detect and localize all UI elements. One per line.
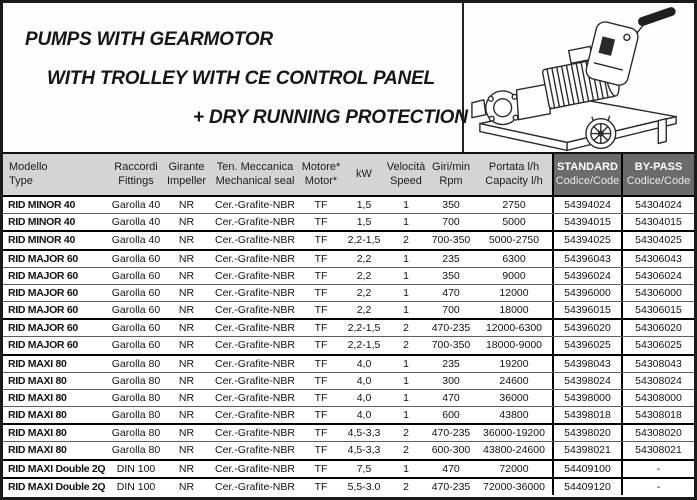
cell-impeller: NR bbox=[178, 374, 195, 387]
cell-motor: TF bbox=[314, 480, 328, 493]
header-rpm: Giri/min Rpm bbox=[432, 161, 470, 187]
cell-impeller: NR bbox=[178, 391, 195, 404]
cell-standard-code: 54398000 bbox=[552, 390, 621, 406]
cell-bypass-code: 54308021 bbox=[621, 442, 694, 458]
cell-rpm: 235 bbox=[442, 252, 460, 265]
cell-seal: Cer.-Grafite-NBR bbox=[215, 234, 295, 247]
cell-motor: TF bbox=[314, 322, 328, 335]
cell-kw: 1,5 bbox=[356, 199, 372, 212]
cell-kw: 4,5-3,3 bbox=[347, 444, 381, 457]
table-row bbox=[3, 284, 694, 301]
title-block bbox=[3, 3, 468, 152]
cell-impeller: NR bbox=[178, 339, 195, 352]
cell-kw: 2,2 bbox=[356, 252, 372, 265]
cell-speed: 1 bbox=[403, 409, 409, 422]
cell-model: RID MAJOR 60 bbox=[8, 252, 78, 265]
cell-rpm: 470-235 bbox=[431, 480, 471, 493]
table-body bbox=[3, 195, 694, 495]
cell-fittings: Garolla 40 bbox=[111, 199, 161, 212]
cell-kw: 4,0 bbox=[356, 391, 372, 404]
cell-motor: TF bbox=[314, 216, 328, 229]
cell-seal: Cer.-Grafite-NBR bbox=[215, 480, 295, 493]
cell-seal: Cer.-Grafite-NBR bbox=[215, 252, 295, 265]
cell-capacity: 18000-9000 bbox=[485, 339, 543, 352]
cell-capacity: 36000 bbox=[499, 391, 529, 404]
cell-fittings: Garolla 80 bbox=[111, 444, 161, 457]
cell-kw: 2,2-1,5 bbox=[347, 322, 381, 335]
cell-standard-code: 54398024 bbox=[552, 373, 621, 389]
cell-fittings: Garolla 60 bbox=[111, 339, 161, 352]
cell-model: RID MAJOR 60 bbox=[8, 304, 78, 317]
cell-bypass-code: 54304025 bbox=[621, 232, 694, 248]
cell-capacity: 6300 bbox=[502, 252, 526, 265]
cell-motor: TF bbox=[314, 339, 328, 352]
cell-fittings: Garolla 40 bbox=[111, 234, 161, 247]
cell-motor: TF bbox=[314, 269, 328, 282]
cell-kw: 1,5 bbox=[356, 216, 372, 229]
cell-capacity: 5000 bbox=[502, 216, 526, 229]
cell-kw: 2,2-1,5 bbox=[347, 234, 381, 247]
cell-kw: 4,0 bbox=[356, 357, 372, 370]
header-impeller: Girante Impeller bbox=[166, 161, 207, 187]
header-speed: Velocità Speed bbox=[386, 161, 426, 187]
cell-standard-code: 54409120 bbox=[552, 479, 621, 495]
cell-impeller: NR bbox=[178, 252, 195, 265]
cell-motor: TF bbox=[314, 391, 328, 404]
cell-impeller: NR bbox=[178, 427, 195, 440]
cell-fittings: Garolla 80 bbox=[111, 357, 161, 370]
header-kw: kW bbox=[356, 167, 372, 180]
cell-motor: TF bbox=[314, 374, 328, 387]
cell-speed: 2 bbox=[403, 234, 409, 247]
cell-seal: Cer.-Grafite-NBR bbox=[215, 304, 295, 317]
table-header-row bbox=[3, 154, 694, 195]
table-row bbox=[3, 354, 694, 372]
spec-table bbox=[3, 152, 694, 493]
cell-speed: 2 bbox=[403, 339, 409, 352]
cell-speed: 1 bbox=[403, 357, 409, 370]
cell-capacity: 18000 bbox=[499, 304, 529, 317]
cell-model: RID MAJOR 60 bbox=[8, 339, 78, 352]
cell-standard-code: 54396000 bbox=[552, 285, 621, 301]
cell-speed: 2 bbox=[403, 444, 409, 457]
cell-seal: Cer.-Grafite-NBR bbox=[215, 462, 295, 475]
cell-model: RID MAXI 80 bbox=[8, 391, 67, 404]
cell-model: RID MINOR 40 bbox=[8, 234, 75, 247]
product-image-panel bbox=[462, 3, 694, 152]
cell-capacity: 72000-36000 bbox=[483, 480, 545, 493]
cell-kw: 2,2 bbox=[356, 269, 372, 282]
cell-fittings: Garolla 60 bbox=[111, 304, 161, 317]
table-row bbox=[3, 423, 694, 441]
cell-fittings: Garolla 80 bbox=[111, 409, 161, 422]
table-row bbox=[3, 318, 694, 336]
cell-fittings: Garolla 60 bbox=[111, 252, 161, 265]
cell-fittings: Garolla 80 bbox=[111, 374, 161, 387]
cell-bypass-code: 54306020 bbox=[621, 320, 694, 336]
cell-model: RID MAXI 80 bbox=[8, 357, 67, 370]
cell-bypass-code: 54308000 bbox=[621, 390, 694, 406]
cell-speed: 1 bbox=[403, 462, 409, 475]
cell-seal: Cer.-Grafite-NBR bbox=[215, 286, 295, 299]
header-capacity: Portata l/h Capacity l/h bbox=[485, 161, 543, 187]
cell-model: RID MINOR 40 bbox=[8, 216, 75, 229]
cell-bypass-code: 54308020 bbox=[621, 425, 694, 441]
cell-standard-code: 54409100 bbox=[552, 461, 621, 477]
cell-capacity: 5000-2750 bbox=[488, 234, 540, 247]
cell-model: RID MAJOR 60 bbox=[8, 286, 78, 299]
cell-seal: Cer.-Grafite-NBR bbox=[215, 444, 295, 457]
cell-bypass-code: 54308024 bbox=[621, 373, 694, 389]
header-bypass-code: BY-PASS Codice/Code bbox=[621, 154, 694, 195]
cell-bypass-code: 54306025 bbox=[621, 337, 694, 353]
table-row bbox=[3, 477, 694, 495]
cell-bypass-code: - bbox=[621, 461, 694, 477]
pump-trolley-illustration bbox=[464, 5, 694, 152]
cell-impeller: NR bbox=[178, 269, 195, 282]
cell-fittings: Garolla 80 bbox=[111, 391, 161, 404]
cell-standard-code: 54396043 bbox=[552, 251, 621, 267]
cell-capacity: 2750 bbox=[502, 199, 526, 212]
cell-seal: Cer.-Grafite-NBR bbox=[215, 216, 295, 229]
cell-bypass-code: 54308018 bbox=[621, 407, 694, 423]
cell-kw: 5,5-3.0 bbox=[347, 480, 381, 493]
cell-kw: 2,2-1,5 bbox=[347, 339, 381, 352]
table-row bbox=[3, 195, 694, 213]
cell-model: RID MAXI 80 bbox=[8, 427, 67, 440]
cell-bypass-code: - bbox=[621, 479, 694, 495]
cell-standard-code: 54398021 bbox=[552, 442, 621, 458]
cell-rpm: 700 bbox=[442, 216, 460, 229]
cell-impeller: NR bbox=[178, 322, 195, 335]
cell-standard-code: 54398018 bbox=[552, 407, 621, 423]
cell-standard-code: 54398043 bbox=[552, 356, 621, 372]
cell-model: RID MAXI Double 2Q bbox=[8, 462, 106, 475]
cell-speed: 2 bbox=[403, 427, 409, 440]
cell-bypass-code: 54304015 bbox=[621, 214, 694, 230]
cell-seal: Cer.-Grafite-NBR bbox=[215, 199, 295, 212]
cell-fittings: Garolla 60 bbox=[111, 286, 161, 299]
header-mechanical-seal: Ten. Meccanica Mechanical seal bbox=[215, 161, 295, 187]
cell-impeller: NR bbox=[178, 216, 195, 229]
cell-kw: 4,5-3,3 bbox=[347, 427, 381, 440]
cell-speed: 2 bbox=[403, 480, 409, 493]
page-header bbox=[3, 3, 694, 152]
table-row bbox=[3, 459, 694, 477]
cell-standard-code: 54396024 bbox=[552, 268, 621, 284]
cell-rpm: 470 bbox=[442, 286, 460, 299]
cell-speed: 1 bbox=[403, 391, 409, 404]
cell-model: RID MAJOR 60 bbox=[8, 269, 78, 282]
cell-rpm: 470-235 bbox=[431, 427, 471, 440]
cell-kw: 2,2 bbox=[356, 286, 372, 299]
cell-motor: TF bbox=[314, 252, 328, 265]
cell-standard-code: 54394025 bbox=[552, 232, 621, 248]
cell-impeller: NR bbox=[178, 286, 195, 299]
cell-rpm: 470-235 bbox=[431, 322, 471, 335]
cell-speed: 2 bbox=[403, 322, 409, 335]
cell-rpm: 235 bbox=[442, 357, 460, 370]
cell-capacity: 9000 bbox=[502, 269, 526, 282]
cell-speed: 1 bbox=[403, 374, 409, 387]
table-row bbox=[3, 372, 694, 389]
cell-motor: TF bbox=[314, 409, 328, 422]
page-title-line-1: PUMPS WITH GEARMOTOR bbox=[25, 29, 273, 50]
cell-speed: 1 bbox=[403, 199, 409, 212]
cell-standard-code: 54398020 bbox=[552, 425, 621, 441]
cell-standard-code: 54394024 bbox=[552, 197, 621, 213]
cell-bypass-code: 54308043 bbox=[621, 356, 694, 372]
cell-bypass-code: 54306024 bbox=[621, 268, 694, 284]
cell-standard-code: 54396025 bbox=[552, 337, 621, 353]
page-title-line-3: + DRY RUNNING PROTECTION bbox=[193, 107, 468, 128]
cell-speed: 1 bbox=[403, 286, 409, 299]
cell-rpm: 600 bbox=[442, 409, 460, 422]
cell-speed: 1 bbox=[403, 304, 409, 317]
cell-capacity: 12000-6300 bbox=[485, 322, 543, 335]
cell-seal: Cer.-Grafite-NBR bbox=[215, 374, 295, 387]
cell-capacity: 12000 bbox=[499, 286, 529, 299]
table-row bbox=[3, 336, 694, 353]
table-row bbox=[3, 267, 694, 284]
page-title-line-2: WITH TROLLEY WITH CE CONTROL PANEL bbox=[47, 68, 435, 89]
cell-bypass-code: 54306000 bbox=[621, 285, 694, 301]
cell-impeller: NR bbox=[178, 462, 195, 475]
cell-impeller: NR bbox=[178, 234, 195, 247]
table-row bbox=[3, 406, 694, 423]
cell-model: RID MINOR 40 bbox=[8, 199, 75, 212]
cell-motor: TF bbox=[314, 427, 328, 440]
cell-bypass-code: 54306015 bbox=[621, 302, 694, 318]
header-standard-code: STANDARD Codice/Code bbox=[552, 154, 621, 195]
cell-fittings: Garolla 60 bbox=[111, 322, 161, 335]
cell-rpm: 350 bbox=[442, 269, 460, 282]
table-row bbox=[3, 213, 694, 230]
cell-seal: Cer.-Grafite-NBR bbox=[215, 322, 295, 335]
cell-motor: TF bbox=[314, 462, 328, 475]
table-row bbox=[3, 301, 694, 318]
table-row bbox=[3, 441, 694, 458]
cell-capacity: 72000 bbox=[499, 462, 529, 475]
cell-impeller: NR bbox=[178, 304, 195, 317]
cell-model: RID MAXI 80 bbox=[8, 409, 67, 422]
cell-motor: TF bbox=[314, 444, 328, 457]
cell-speed: 1 bbox=[403, 216, 409, 229]
cell-motor: TF bbox=[314, 234, 328, 247]
cell-rpm: 350 bbox=[442, 199, 460, 212]
cell-capacity: 19200 bbox=[499, 357, 529, 370]
table-row bbox=[3, 230, 694, 248]
cell-seal: Cer.-Grafite-NBR bbox=[215, 391, 295, 404]
cell-speed: 1 bbox=[403, 269, 409, 282]
cell-rpm: 470 bbox=[442, 391, 460, 404]
table-row bbox=[3, 389, 694, 406]
cell-standard-code: 54396020 bbox=[552, 320, 621, 336]
cell-seal: Cer.-Grafite-NBR bbox=[215, 339, 295, 352]
cell-impeller: NR bbox=[178, 199, 195, 212]
cell-kw: 4,0 bbox=[356, 409, 372, 422]
cell-bypass-code: 54306043 bbox=[621, 251, 694, 267]
cell-model: RID MAXI 80 bbox=[8, 444, 67, 457]
cell-seal: Cer.-Grafite-NBR bbox=[215, 357, 295, 370]
cell-motor: TF bbox=[314, 304, 328, 317]
cell-fittings: DIN 100 bbox=[116, 480, 156, 493]
header-model: Modello Type bbox=[9, 161, 48, 187]
table-row bbox=[3, 249, 694, 267]
cell-fittings: Garolla 60 bbox=[111, 269, 161, 282]
cell-bypass-code: 54304024 bbox=[621, 197, 694, 213]
cell-impeller: NR bbox=[178, 444, 195, 457]
cell-impeller: NR bbox=[178, 480, 195, 493]
cell-seal: Cer.-Grafite-NBR bbox=[215, 269, 295, 282]
cell-motor: TF bbox=[314, 357, 328, 370]
cell-model: RID MAXI 80 bbox=[8, 374, 67, 387]
cell-standard-code: 54396015 bbox=[552, 302, 621, 318]
cell-capacity: 36000-19200 bbox=[483, 427, 545, 440]
cell-rpm: 600-300 bbox=[431, 444, 471, 457]
cell-speed: 1 bbox=[403, 252, 409, 265]
cell-rpm: 470 bbox=[442, 462, 460, 475]
cell-fittings: DIN 100 bbox=[116, 462, 156, 475]
cell-seal: Cer.-Grafite-NBR bbox=[215, 409, 295, 422]
cell-kw: 4,0 bbox=[356, 374, 372, 387]
cell-capacity: 43800-24600 bbox=[483, 444, 545, 457]
cell-capacity: 24600 bbox=[499, 374, 529, 387]
cell-impeller: NR bbox=[178, 409, 195, 422]
header-motor: Motore* Motor* bbox=[301, 161, 341, 187]
cell-model: RID MAXI Double 2Q bbox=[8, 480, 106, 493]
header-fittings: Raccordi Fittings bbox=[114, 161, 158, 187]
cell-kw: 2,2 bbox=[356, 304, 372, 317]
cell-rpm: 300 bbox=[442, 374, 460, 387]
cell-capacity: 43800 bbox=[499, 409, 529, 422]
cell-fittings: Garolla 80 bbox=[111, 427, 161, 440]
cell-model: RID MAJOR 60 bbox=[8, 322, 78, 335]
cell-seal: Cer.-Grafite-NBR bbox=[215, 427, 295, 440]
cell-motor: TF bbox=[314, 286, 328, 299]
cell-rpm: 700-350 bbox=[431, 339, 471, 352]
cell-rpm: 700-350 bbox=[431, 234, 471, 247]
cell-standard-code: 54394015 bbox=[552, 214, 621, 230]
cell-fittings: Garolla 40 bbox=[111, 216, 161, 229]
cell-kw: 7,5 bbox=[356, 462, 372, 475]
cell-impeller: NR bbox=[178, 357, 195, 370]
cell-rpm: 700 bbox=[442, 304, 460, 317]
cell-motor: TF bbox=[314, 199, 328, 212]
